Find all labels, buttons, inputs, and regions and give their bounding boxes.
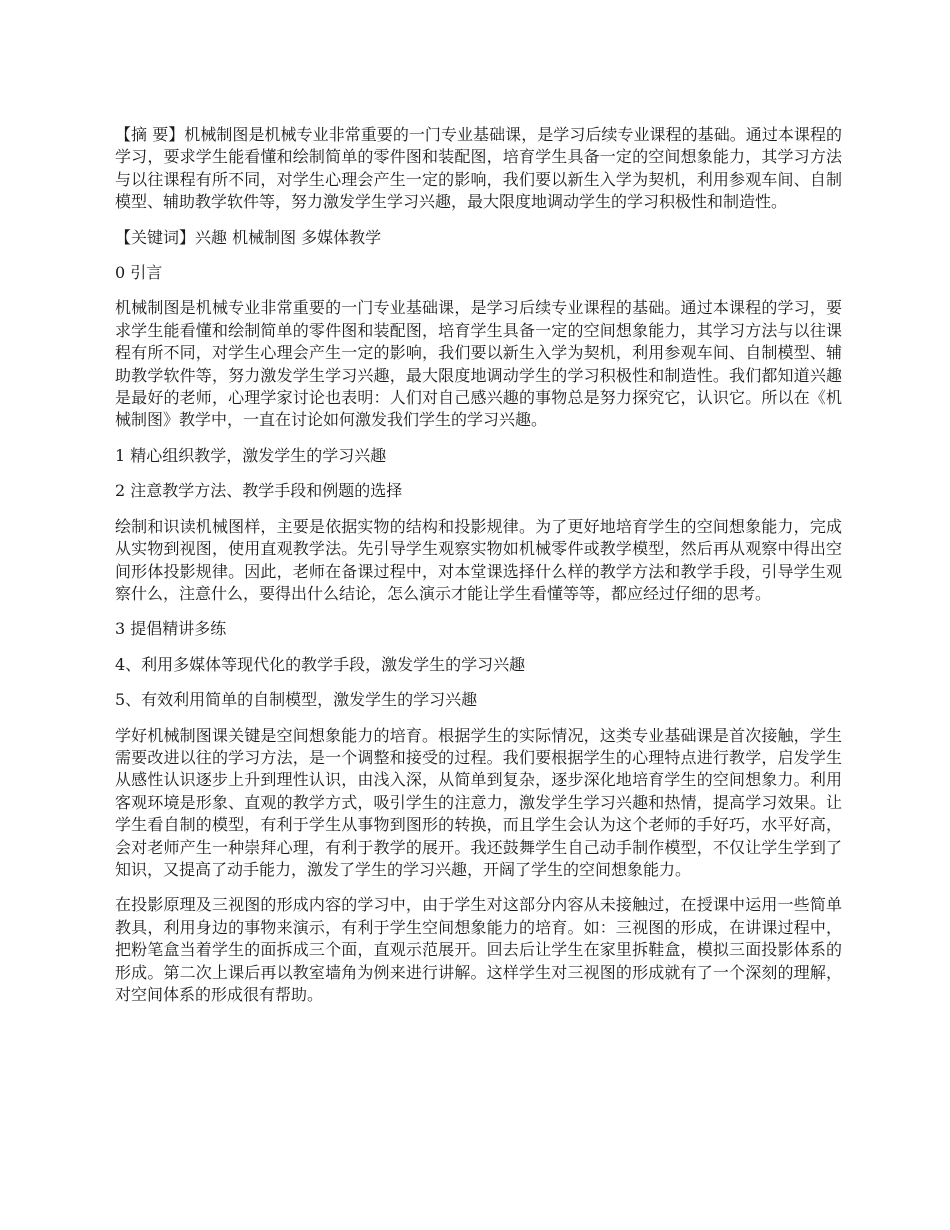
section-heading-1: 1 精心组织教学，激发学生的学习兴趣 bbox=[115, 445, 387, 465]
section-heading-4: 4、利用多媒体等现代化的教学手段，激发学生的学习兴趣 bbox=[115, 654, 526, 674]
section-heading-intro: 0 引言 bbox=[115, 263, 163, 283]
section-heading-5: 5、有效利用简单的自制模型，激发学生的学习兴趣 bbox=[115, 690, 478, 710]
document-page bbox=[115, 124, 842, 1019]
section-heading-2: 2 注意教学方法、教学手段和例题的选择 bbox=[115, 481, 403, 501]
section-heading-3: 3 提倡精讲多练 bbox=[115, 619, 227, 639]
section-5-paragraph-2: 在投影原理及三视图的形成内容的学习中，由于学生对这部分内容从未接触过，在授课中运用一些简单教具，利用身边的事物来演示，有利于学生空间想象能力的培育。如：三视图的形成，在讲课过程中，把粉笔盒当着学生的面拆成三个面，直观示范展开。回去后让学生在家里拆鞋盒，模拟三面投影体系的形成。第二次上课后再以教室墙角为例来进行讲解。这样学生对三视图的形成就有了一个深刻的理解，对空间体系的形成很有帮助。 bbox=[115, 895, 842, 1004]
keywords-line: 【关键词】兴趣 机械制图 多媒体教学 bbox=[115, 227, 382, 247]
section-2-paragraph: 绘制和识读机械图样，主要是依据实物的结构和投影规律。为了更好地培育学生的空间想象能力，完成从实物到视图，使用直观教学法。先引导学生观察实物如机械零件或教学模型，然后再从观察中得出空间形体投影规律。因此，老师在备课过程中，对本堂课选择什么样的教学方法和教学手段，引导学生观察什么，注意什么，要得出什么结论，怎么演示才能让学生看懂等等，都应经过仔细的思考。 bbox=[115, 516, 842, 603]
section-5-paragraph-1: 学好机械制图课关键是空间想象能力的培育。根据学生的实际情况，这类专业基础课是首次接触，学生需要改进以往的学习方法，是一个调整和接受的过程。我们要根据学生的心理特点进行教学，启发学生从感性认识逐步上升到理性认识，由浅入深，从简单到复杂，逐步深化地培育学生的空间想象力。利用客观环境是形象、直观的教学方式，吸引学生的注意力，激发学生学习兴趣和热情，提高学习效果。让学生看自制的模型，有利于学生从事物到图形的转换，而且学生会认为这个老师的手好巧，水平好高，会对老师产生一种崇拜心理，有利于教学的展开。我还鼓舞学生自己动手制作模型，不仅让学生学到了知识，又提高了动手能力，激发了学生的学习兴趣，开阔了学生的空间想象能力。 bbox=[115, 725, 842, 879]
intro-paragraph: 机械制图是机械专业非常重要的一门专业基础课，是学习后续专业课程的基础。通过本课程的学习，要求学生能看懂和绘制简单的零件图和装配图，培育学生具备一定的空间想象能力，其学习方法与以往课程有所不同，对学生心理会产生一定的影响，我们要以新生入学为契机，利用参观车间、自制模型、辅助教学软件等，努力激发学生学习兴趣，最大限度地调动学生的学习积极性和制造性。我们都知道兴趣是最好的老师，心理学家讨论也表明：人们对自己感兴趣的事物总是努力探究它，认识它。所以在《机械制图》教学中，一直在讨论如何激发我们学生的学习兴趣。 bbox=[115, 298, 842, 430]
abstract-paragraph: 【摘 要】机械制图是机械专业非常重要的一门专业基础课，是学习后续专业课程的基础。通过本课程的学习，要求学生能看懂和绘制简单的零件图和装配图，培育学生具备一定的空间想象能力，其学习方法与以往课程有所不同，对学生心理会产生一定的影响，我们要以新生入学为契机，利用参观车间、自制模型、辅助教学软件等，努力激发学生学习兴趣，最大限度地调动学生的学习积极性和制造性。 bbox=[115, 125, 842, 212]
